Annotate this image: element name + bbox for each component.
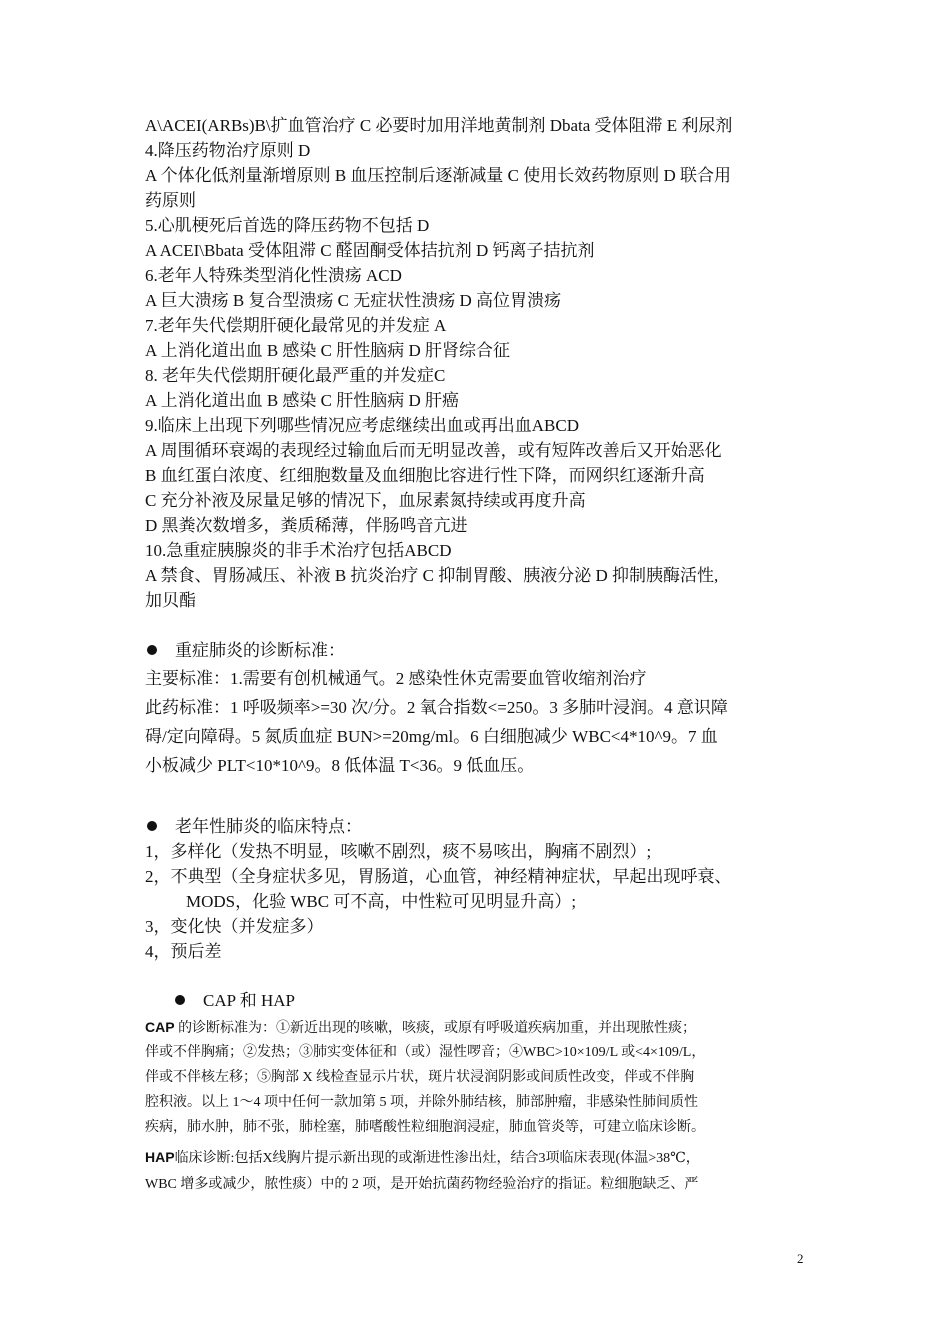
cap-line-4: 腔积液。以上 1～4 项中任何一款加第 5 项，并除外肺结核，肺部肿瘤，非感染性肺间质性 bbox=[145, 1095, 698, 1110]
q5-options: A ACEI\Bbata 受体阻滞 C 醛固酮受体拮抗剂 D 钙离子拮抗剂 bbox=[145, 241, 595, 260]
cap-label: CAP bbox=[145, 1019, 175, 1035]
cap-line-2: 伴或不伴胸痛；②发热；③肺实变体征和（或）湿性啰音；④WBC>10×109/L 或<4×109/L， bbox=[145, 1045, 706, 1060]
hap-label: HAP bbox=[145, 1149, 175, 1165]
q7-options: A 上消化道出血 B 感染 C 肝性脑病 D 肝肾综合征 bbox=[145, 341, 511, 360]
q4-options-line-2: 药原则 bbox=[145, 191, 196, 210]
elderly-item-2-line-2: MODS，化验 WBC 可不高，中性粒可见明显升高）; bbox=[186, 892, 577, 911]
q9-option-a: A 周围循环衰竭的表现经过输血后而无明显改善，或有短阵改善后又开始恶化 bbox=[145, 441, 722, 460]
cap-line-1 bbox=[145, 1015, 810, 1041]
severe-minor-criteria-line-3: 小板减少 PLT<10*10^9。8 低体温 T<36。9 低血压。 bbox=[145, 756, 535, 775]
elderly-item-2-line-1: 2，不典型（全身症状多见，胃肠道，心血管，神经精神症状，早起出现呼衰、 bbox=[145, 867, 732, 886]
bullet-icon bbox=[147, 821, 157, 831]
hap-line-2: WBC 增多或减少，脓性痰）中的 2 项，是开始抗菌药物经验治疗的指证。粒细胞缺乏、严 bbox=[145, 1177, 699, 1192]
cap-line-5: 疾病，肺水肿，肺不张，肺栓塞，肺嗜酸性粒细胞润浸症，肺血管炎等，可建立临床诊断。 bbox=[145, 1120, 705, 1135]
question-4: 4.降压药物治疗原则 D bbox=[145, 141, 311, 160]
q10-options-line-1: A 禁食、胃肠减压、补液 B 抗炎治疗 C 抑制胃酸、胰液分泌 D 抑制胰酶活性, bbox=[145, 566, 719, 585]
question-10: 10.急重症胰腺炎的非手术治疗包括ABCD bbox=[145, 541, 452, 560]
question-6: 6.老年人特殊类型消化性溃疡 ACD bbox=[145, 266, 402, 285]
q10-options-line-2: 加贝酯 bbox=[145, 591, 196, 610]
q9-option-d: D 黑粪次数增多，粪质稀薄，伴肠鸣音亢进 bbox=[145, 516, 468, 535]
elderly-item-1: 1，多样化（发热不明显，咳嗽不剧烈，痰不易咳出，胸痛不剧烈）; bbox=[145, 842, 652, 861]
question-8: 8. 老年失代偿期肝硬化最严重的并发症C bbox=[145, 366, 446, 385]
question-9: 9.临床上出现下列哪些情况应考虑继续出血或再出血ABCD bbox=[145, 416, 579, 435]
severe-minor-criteria-line-2: 碍/定向障碍。5 氮质血症 BUN>=20mg/ml。6 白细胞减少 WBC<4*10^9。7 血 bbox=[145, 727, 718, 746]
q9-option-c: C 充分补液及尿量足够的情况下，血尿素氮持续或再度升高 bbox=[145, 491, 586, 510]
cap-line-3: 伴或不伴核左移；⑤胸部 X 线检查显示片状，斑片状浸润阴影或间质性改变，伴或不伴胸 bbox=[145, 1070, 695, 1085]
cap-text: 的诊断标准为：①新近出现的咳嗽，咳痰，或原有呼吸道疾病加重，并出现脓性痰； bbox=[174, 1021, 697, 1036]
severe-major-criteria: 主要标准：1.需要有创机械通气。2 感染性休克需要血管收缩剂治疗 bbox=[145, 669, 647, 688]
elderly-item-3: 3，变化快（并发症多） bbox=[145, 917, 324, 936]
severe-pneumonia-heading bbox=[147, 640, 345, 662]
q8-options: A 上消化道出血 B 感染 C 肝性脑病 D 肝癌 bbox=[145, 391, 460, 410]
question-7: 7.老年失代偿期肝硬化最常见的并发症 A bbox=[145, 316, 447, 335]
section-heading-text: 老年性肺炎的临床特点： bbox=[175, 817, 362, 836]
severe-minor-criteria-line-1: 此药标准：1 呼吸频率>=30 次/分。2 氧合指数<=250。3 多肺叶浸润。4 意识障 bbox=[145, 698, 728, 717]
elderly-item-4: 4，预后差 bbox=[145, 942, 222, 961]
q6-options: A 巨大溃疡 B 复合型溃疡 C 无症状性溃疡 D 高位胃溃疡 bbox=[145, 291, 562, 310]
q9-option-b: B 血红蛋白浓度、红细胞数量及血细胞比容进行性下降，而网织红逐渐升高 bbox=[145, 466, 705, 485]
hap-line-1 bbox=[145, 1145, 810, 1171]
cap-hap-heading bbox=[175, 990, 295, 1012]
bullet-icon bbox=[147, 645, 157, 655]
page-number: 2 bbox=[797, 1251, 804, 1266]
q4-options-line-1: A 个体化低剂量渐增原则 B 血压控制后逐渐减量 C 使用长效药物原则 D 联合用 bbox=[145, 166, 732, 185]
elderly-pneumonia-heading bbox=[147, 816, 362, 838]
question-5: 5.心肌梗死后首选的降压药物不包括 D bbox=[145, 216, 430, 235]
q3-options: A\ACEI(ARBs)B\扩血管治疗 C 必要时加用洋地黄制剂 Dbata 受体阻滞 E 利尿剂 bbox=[145, 116, 733, 135]
section-heading-text: 重症肺炎的诊断标准： bbox=[175, 641, 345, 660]
hap-text: 临床诊断:包括X线胸片提示新出现的或渐进性渗出灶，结合3项临床表现(体温>38℃， bbox=[174, 1151, 700, 1166]
bullet-icon bbox=[175, 995, 185, 1005]
section-heading-text: CAP 和 HAP bbox=[203, 991, 295, 1010]
